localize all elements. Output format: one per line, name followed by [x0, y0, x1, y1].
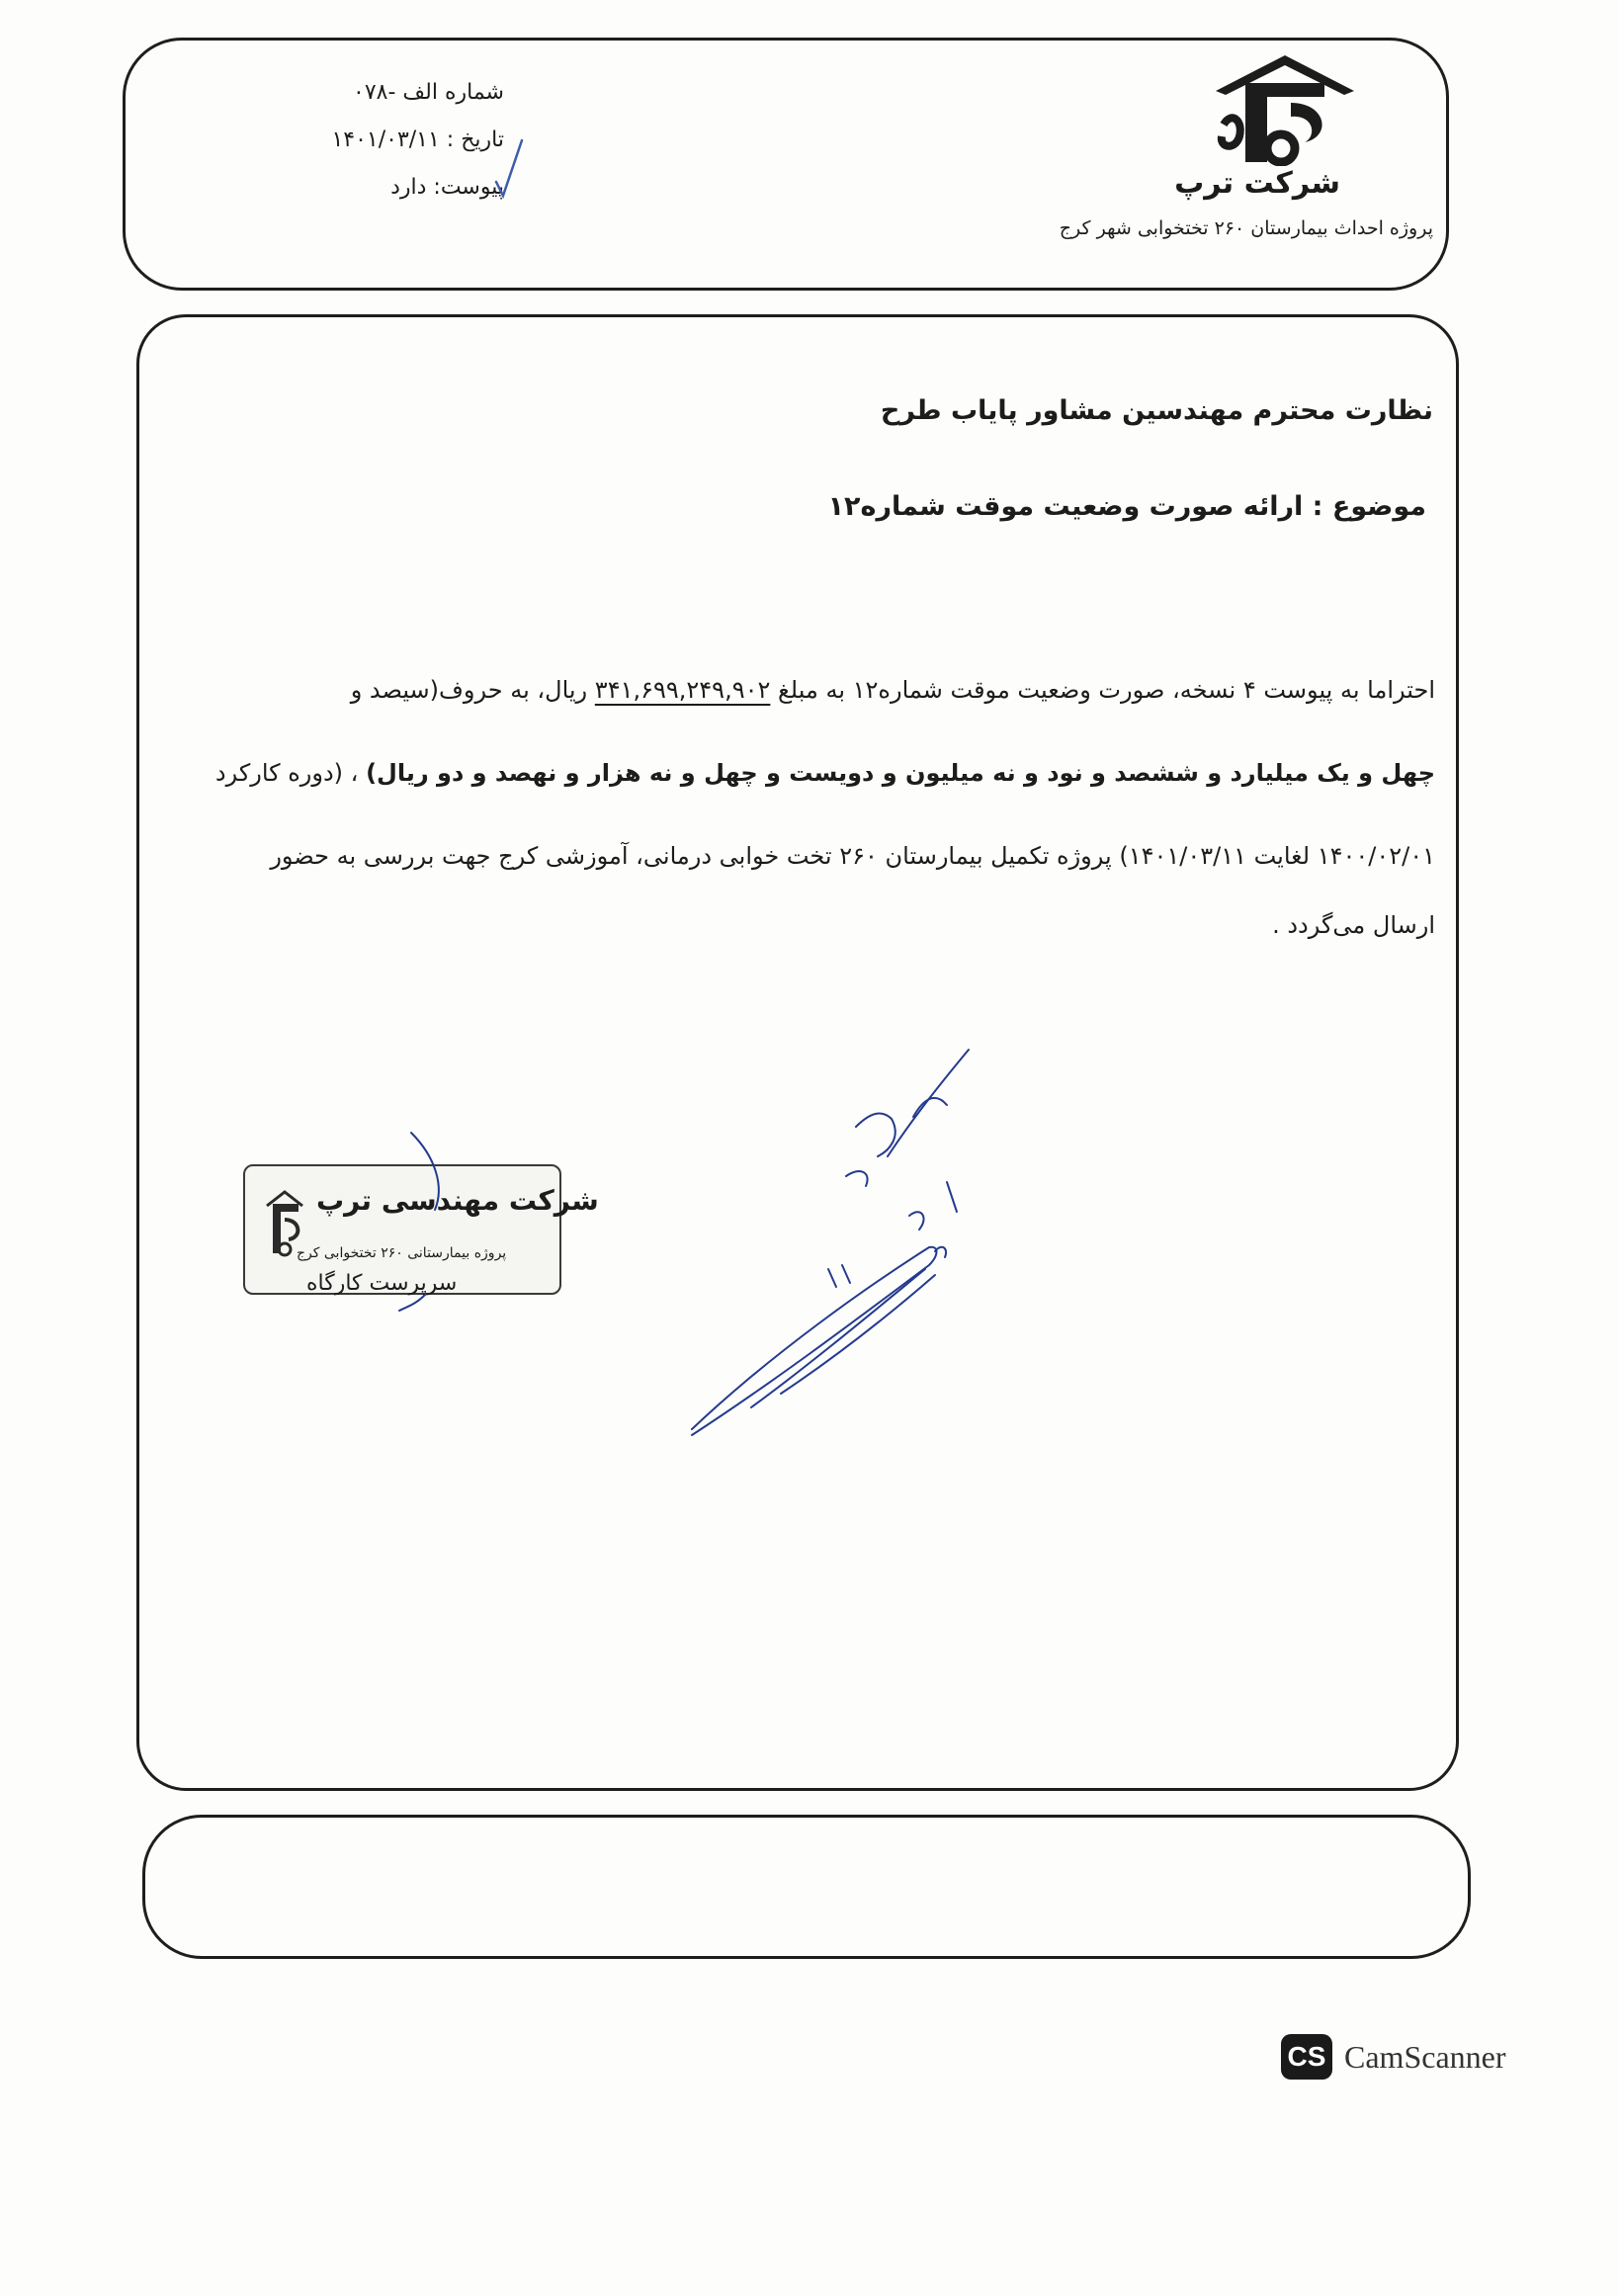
subject-line: موضوع : ارائه صورت وضعیت موقت شماره۱۲ — [827, 491, 1426, 522]
letter-attachment: پیوست: دارد — [390, 175, 504, 200]
camscanner-text: CamScanner — [1344, 2038, 1506, 2075]
body-line-2-end: ، (دوره کارکرد — [214, 759, 359, 787]
recipient-line: نظارت محترم مهندسین مشاور پایاب طرح — [880, 395, 1433, 426]
contract-amount: ۳۴۱,۶۹۹,۲۴۹,۹۰۲ — [594, 676, 771, 704]
camscanner-watermark — [1281, 2034, 1506, 2080]
body-line-3: ۱۴۰۰/۰۲/۰۱ لغایت ۱۴۰۱/۰۳/۱۱) پروژه تکمیل بیمارستان ۲۶۰ تخت خوابی درمانی، آموزشی کرج جهت بررسی به حضور — [270, 842, 1435, 870]
stamp-company-name: شرکت مهندسی ترپ — [316, 1184, 599, 1217]
body-line-1-start: احتراما به پیوست ۴ نسخه، صورت وضعیت موقت شماره۱۲ به مبلغ — [778, 676, 1435, 704]
stamp-role: سرپرست کارگاه — [306, 1271, 458, 1296]
body-line-4: ارسال می‌گردد . — [1272, 911, 1435, 939]
project-title: پروژه احداث بیمارستان ۲۶۰ تختخوابی شهر کرج — [1059, 217, 1433, 239]
stamp-project: پروژه بیمارستانی ۲۶۰ تختخوابی کرج — [297, 1245, 507, 1261]
camscanner-logo-icon: CS — [1281, 2034, 1332, 2080]
company-name: شرکت ترپ — [1174, 166, 1340, 201]
body-line-1-end: ریال، به حروف(سیصد و — [350, 676, 588, 704]
amount-in-words: چهل و یک میلیارد و ششصد و نود و نه میلیون و دویست و چهل و نه هزار و نهصد و دو ریال) — [366, 759, 1435, 787]
letter-date: تاریخ : ۱۴۰۱/۰۳/۱۱ — [331, 128, 504, 152]
letter-number: شماره الف -۰۷۸ — [353, 80, 504, 105]
